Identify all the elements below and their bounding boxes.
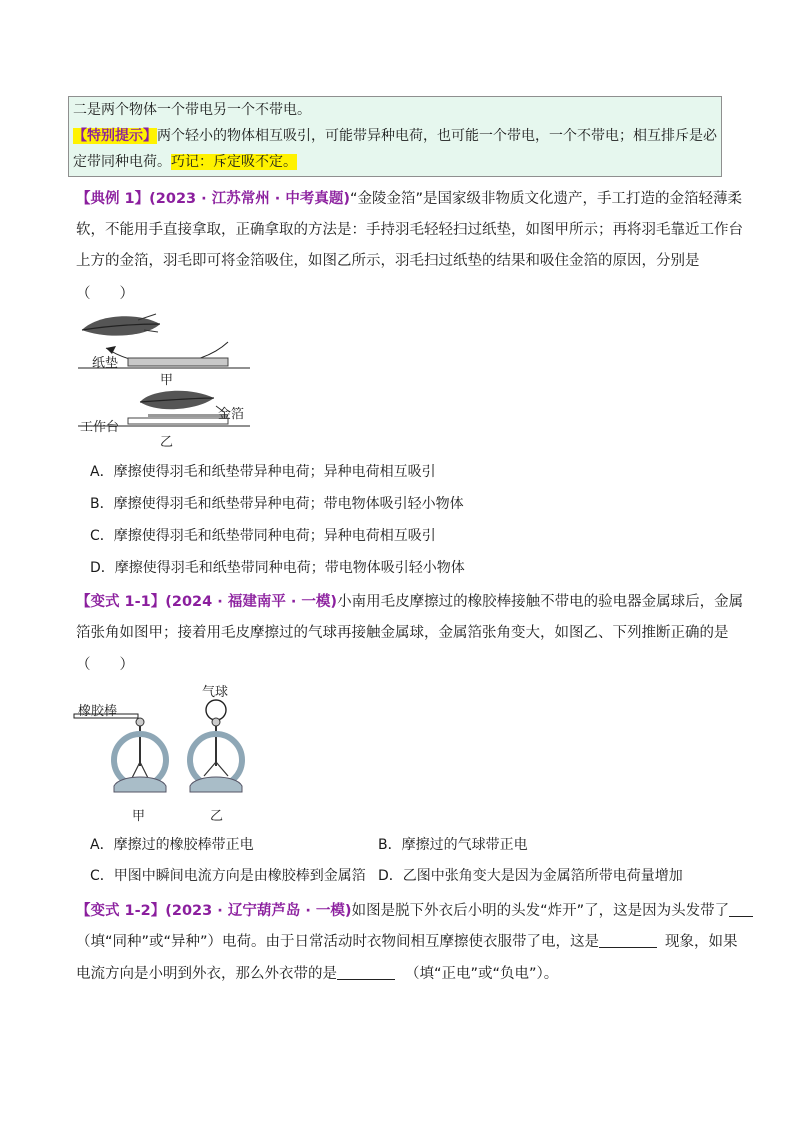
label-gold-foil: 金箔 [218,407,245,422]
q3-stem-2a: （填“同种”或“异种”）电荷。由于日常活动时衣物间相互摩擦使衣服带了电，这是 [76,934,600,950]
q2-figure [70,678,260,798]
q2-option-a[interactable]: A．摩擦过的橡胶棒带正电 [90,837,254,853]
label-work-table: 工作台 [80,420,120,435]
q1-option-d[interactable]: D．摩擦使得羽毛和纸垫带同种电荷；带电物体吸引轻小物体 [90,560,465,576]
q2-option-b[interactable]: B．摩擦过的气球带正电 [378,837,528,853]
work-table [128,418,228,424]
q1-paren: （ ） [76,286,134,302]
mnemonic-highlight: 巧记：斥定吸不定。 [171,154,297,170]
q3-line-3 [76,962,558,983]
q3-tag: 【变式 1-2】(2023 · 辽宁葫芦岛 · 一模) [76,903,352,919]
gold-foil [148,414,228,417]
tip-box [68,96,722,177]
q3-blank-3[interactable] [337,965,395,980]
q1-option-c[interactable]: C．摩擦使得羽毛和纸垫带同种电荷；异种电荷相互吸引 [90,528,436,544]
q2-line-1 [76,590,743,611]
q1-line-1 [76,187,742,208]
electroscope-icon-2 [190,718,242,792]
paper-pad [128,358,228,366]
label-balloon: 气球 [202,685,229,700]
q3-stem-3b: （填“正电”或“负电”）。 [405,966,559,982]
feather-icon [82,314,160,336]
q2-tag: 【变式 1-1】(2024 · 福建南平 · 一模) [76,594,338,610]
feather-icon-2 [140,391,214,409]
q2-paren: （ ） [76,657,134,673]
q2-option-c[interactable]: C．甲图中瞬间电流方向是由橡胶棒到金属箔 [90,868,366,884]
label-paper-pad: 纸垫 [92,356,119,371]
tip-line-2 [73,125,717,145]
label-jia-1: 甲 [160,373,174,388]
q1-stem-1: “金陵金箔”是国家级非物质文化遗产，手工打造的金箔轻薄柔 [349,191,742,207]
q3-stem-2b: 现象，如果 [665,934,738,950]
q3-blank-1[interactable] [729,902,753,917]
q3-line-2 [76,930,738,951]
electroscope-icon [114,718,166,792]
label-yi-2: 乙 [210,809,224,824]
q1-option-b[interactable]: B．摩擦使得羽毛和纸垫带异种电荷；带电物体吸引轻小物体 [90,496,464,512]
q3-stem-1: 如图是脱下外衣后小明的头发“炸开”了，这是因为头发带了 [351,903,730,919]
tip-line-3-text: 定带同种电荷。 [73,154,171,170]
q1-tag: 【典例 1】(2023 · 江苏常州 · 中考真题) [76,191,350,207]
q2-line-2: 箔张角如图甲；接着用毛皮摩擦过的气球再接触金属球，金属箔张角变大，如图乙、下列推断正确的是 [76,625,729,641]
special-tip-tag: 【特别提示】 [73,128,157,144]
q1-line-3: 上方的金箔，羽毛即可将金箔吸住，如图乙所示，羽毛扫过纸垫的结果和吸住金箔的原因，分别是 [76,253,700,269]
q3-line-1 [76,899,753,920]
q1-option-a[interactable]: A．摩擦使得羽毛和纸垫带异种电荷；异种电荷相互吸引 [90,464,436,480]
q2-option-d[interactable]: D．乙图中张角变大是因为金属箔所带电荷量增加 [378,868,683,884]
q3-blank-2[interactable] [599,933,657,948]
tip-line-2-text: 两个轻小的物体相互吸引，可能带异种电荷，也可能一个带电，一个不带电；相互排斥是必 [157,128,717,144]
q2-stem-1: 小南用毛皮摩擦过的橡胶棒接触不带电的验电器金属球后，金属 [337,594,744,610]
q3-stem-3a: 电流方向是小明到外衣，那么外衣带的是 [76,966,337,982]
label-rubber-rod: 橡胶棒 [78,704,118,719]
q1-line-2: 软，不能用手直接拿取，正确拿取的方法是：手持羽毛轻轻扫过纸垫，如图甲所示；再将羽毛靠近工作台 [76,222,743,238]
label-yi-1: 乙 [160,435,174,450]
label-jia-2: 甲 [132,809,146,824]
balloon-icon [206,700,226,720]
tip-line-3 [73,151,297,171]
tip-line-1: 二是两个物体一个带电另一个不带电。 [73,102,311,118]
